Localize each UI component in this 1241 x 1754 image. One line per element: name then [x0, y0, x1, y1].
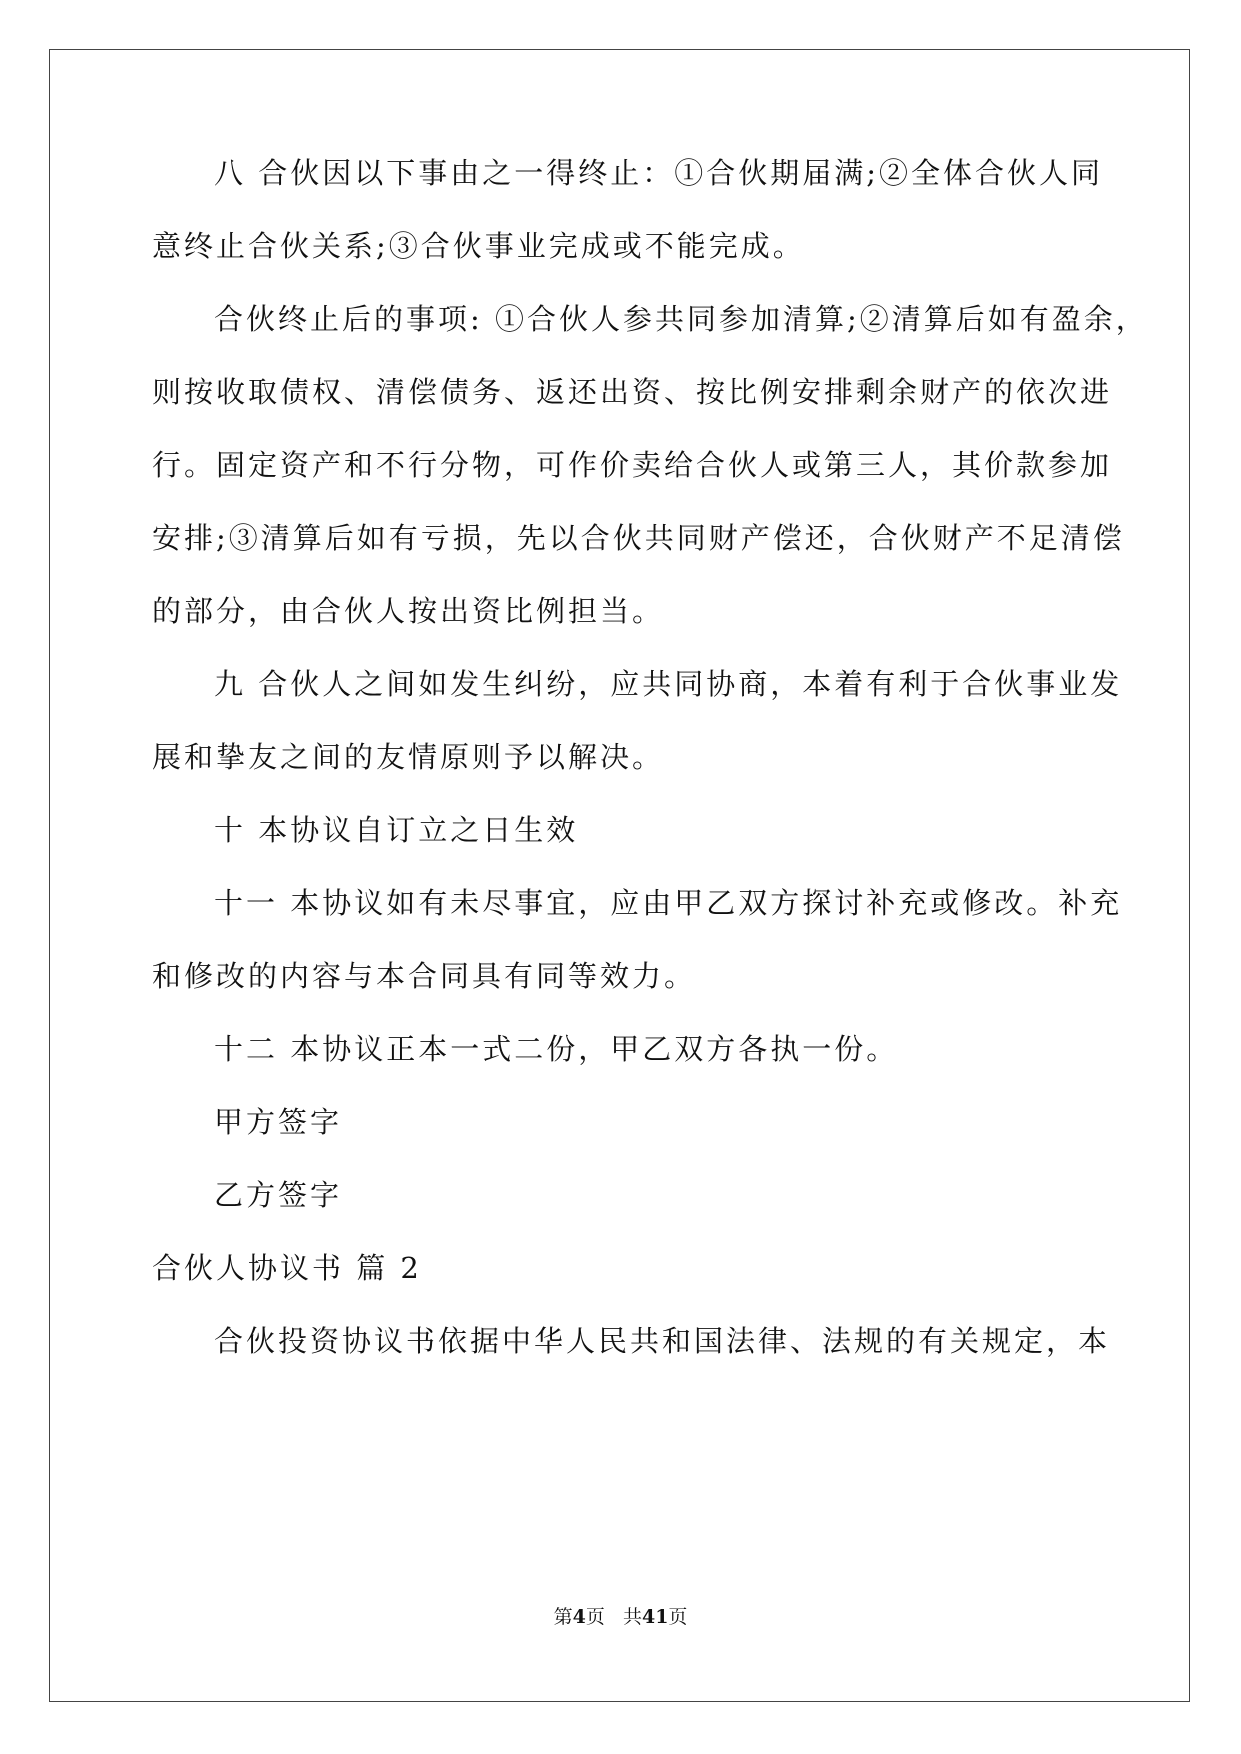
- termination-matters-line-5: 的部分，由合伙人按出资比例担当。: [152, 594, 665, 628]
- section-heading: 合伙人协议书 篇 2: [152, 1251, 422, 1285]
- clause-9-line-2: 展和挚友之间的友情原则予以解决。: [152, 740, 665, 774]
- party-b-signature-label: 乙方签字: [214, 1178, 343, 1212]
- footer-total-prefix: 共: [622, 1606, 642, 1628]
- termination-matters-line-3: 行。固定资产和不行分物，可作价卖给合伙人或第三人，其价款参加: [152, 448, 1113, 482]
- clause-10: 十 本协议自订立之日生效: [214, 813, 579, 847]
- party-a-signature-label: 甲方签字: [214, 1105, 343, 1139]
- clause-8-line-1: 八 合伙因以下事由之一得终止：①合伙期届满;②全体合伙人同: [214, 156, 1103, 190]
- footer-prefix: 第: [553, 1606, 573, 1628]
- termination-matters-line-1: 合伙终止后的事项: ①合伙人参共同参加清算;②清算后如有盈余，: [214, 302, 1148, 336]
- termination-matters-line-2: 则按收取债权、清偿债务、返还出资、按比例安排剩余财产的依次进: [152, 375, 1113, 409]
- page-border: [49, 49, 1190, 1702]
- clause-11-line-2: 和修改的内容与本合同具有同等效力。: [152, 959, 697, 993]
- footer-total-pages: 41: [641, 1606, 669, 1628]
- clause-11-line-1: 十一 本协议如有未尽事宜，应由甲乙双方探讨补充或修改。补充: [214, 886, 1123, 920]
- footer-page-unit: 页: [585, 1606, 605, 1628]
- termination-matters-line-4: 安排;③清算后如有亏损，先以合伙共同财产偿还，合伙财产不足清偿: [152, 521, 1125, 555]
- clause-9-line-1: 九 合伙人之间如发生纠纷，应共同协商，本着有利于合伙事业发: [214, 667, 1123, 701]
- clause-8-line-2: 意终止合伙关系;③合伙事业完成或不能完成。: [152, 229, 805, 263]
- section-2-intro-line: 合伙投资协议书依据中华人民共和国法律、法规的有关规定，本: [214, 1324, 1111, 1358]
- footer-total-unit: 页: [668, 1606, 688, 1628]
- page-footer: [0, 1605, 1241, 1629]
- clause-12: 十二 本协议正本一式二份，甲乙双方各执一份。: [214, 1032, 899, 1066]
- footer-current-page: 4: [572, 1606, 586, 1628]
